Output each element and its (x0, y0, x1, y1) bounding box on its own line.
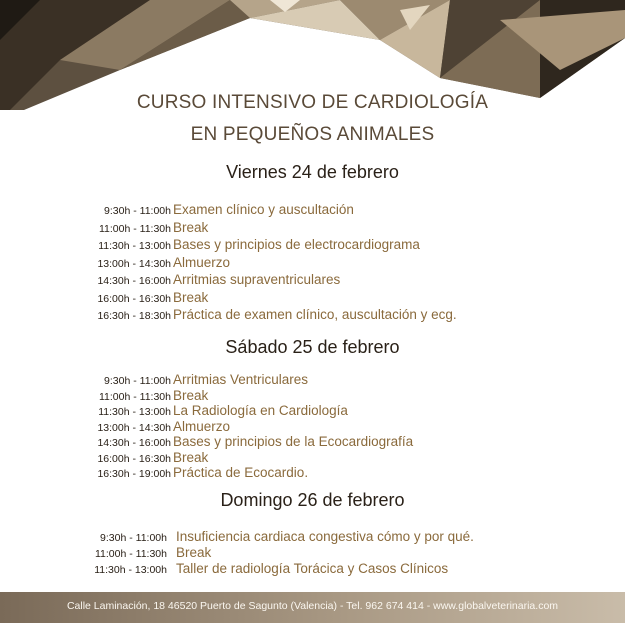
session-activity: Break (173, 387, 209, 403)
course-title-line-1: CURSO INTENSIVO DE CARDIOLOGÍA (136, 92, 489, 113)
session-activity: Arritmias Ventriculares (173, 372, 309, 387)
session-time: 16:30h - 19:00h (97, 468, 171, 480)
session-activity: Almuerzo (173, 418, 231, 434)
day-heading: Viernes 24 de febrero (226, 162, 399, 182)
schedule-row (0, 403, 625, 420)
session-activity: Break (173, 289, 209, 305)
session-activity: Break (173, 219, 209, 235)
session-time: 16:00h - 16:30h (97, 292, 171, 305)
session-activity: Insuficiencia cardiaca congestiva cómo y por qué. (176, 529, 474, 544)
schedule-row (0, 434, 625, 451)
day-heading: Domingo 26 de febrero (220, 490, 405, 510)
session-time: 14:30h - 16:00h (97, 437, 171, 449)
schedule-row (0, 307, 625, 324)
session-time: 11:30h - 13:00h (98, 406, 171, 418)
session-time: 16:00h - 16:30h (97, 452, 171, 465)
schedule-row (0, 237, 625, 254)
schedule-row (0, 529, 625, 546)
session-activity: Almuerzo (173, 254, 231, 270)
schedule-row (0, 465, 625, 482)
session-time: 9:30h - 11:00h (104, 205, 171, 217)
session-activity: Examen clínico y auscultación (173, 202, 354, 217)
schedule-row (0, 272, 625, 289)
session-time: 9:30h - 11:00h (100, 532, 167, 544)
schedule-row (0, 255, 625, 272)
session-time: 11:00h - 11:30h (94, 548, 167, 560)
schedule-row (0, 372, 625, 389)
schedule-row (0, 419, 625, 436)
footer-contact-info: Calle Laminación, 18 46520 Puerto de Sagunto (Valencia) - Tel. 962 674 414 - www.globalveterinaria.com (66, 600, 559, 612)
course-title-line-2: EN PEQUEÑOS ANIMALES (190, 124, 435, 145)
session-time: 11:30h - 13:00h (98, 240, 171, 252)
session-activity: Bases y principios de la Ecocardiografía (173, 434, 414, 449)
session-time: 13:00h - 14:30h (97, 421, 171, 434)
footer-bar (0, 592, 625, 623)
session-time: 14:30h - 16:00h (97, 275, 171, 287)
session-time: 11:30h - 13:00h (94, 564, 167, 576)
session-activity: Break (173, 449, 209, 465)
session-time: 16:30h - 18:30h (97, 310, 171, 322)
session-activity: Arritmias supraventriculares (173, 272, 341, 287)
schedule-row (0, 450, 625, 467)
session-activity: Break (176, 545, 212, 560)
session-activity: Bases y principios de electrocardiograma (173, 237, 420, 252)
day-heading: Sábado 25 de febrero (225, 337, 400, 357)
schedule-row (0, 561, 625, 578)
schedule-row (0, 545, 625, 562)
session-time: 11:00h - 11:30h (98, 390, 171, 403)
session-activity: Práctica de Ecocardio. (173, 465, 309, 480)
session-time: 13:00h - 14:30h (97, 257, 171, 270)
session-activity: Práctica de examen clínico, auscultación y ecg. (173, 307, 457, 322)
session-time: 11:00h - 11:30h (98, 222, 171, 235)
schedule-row (0, 202, 625, 219)
schedule-row (0, 388, 625, 405)
session-activity: Taller de radiología Torácica y Casos Clínicos (176, 561, 449, 576)
schedule-row (0, 290, 625, 307)
schedule-row (0, 220, 625, 237)
session-time: 9:30h - 11:00h (104, 375, 171, 387)
session-activity: La Radiología en Cardiología (173, 403, 348, 418)
